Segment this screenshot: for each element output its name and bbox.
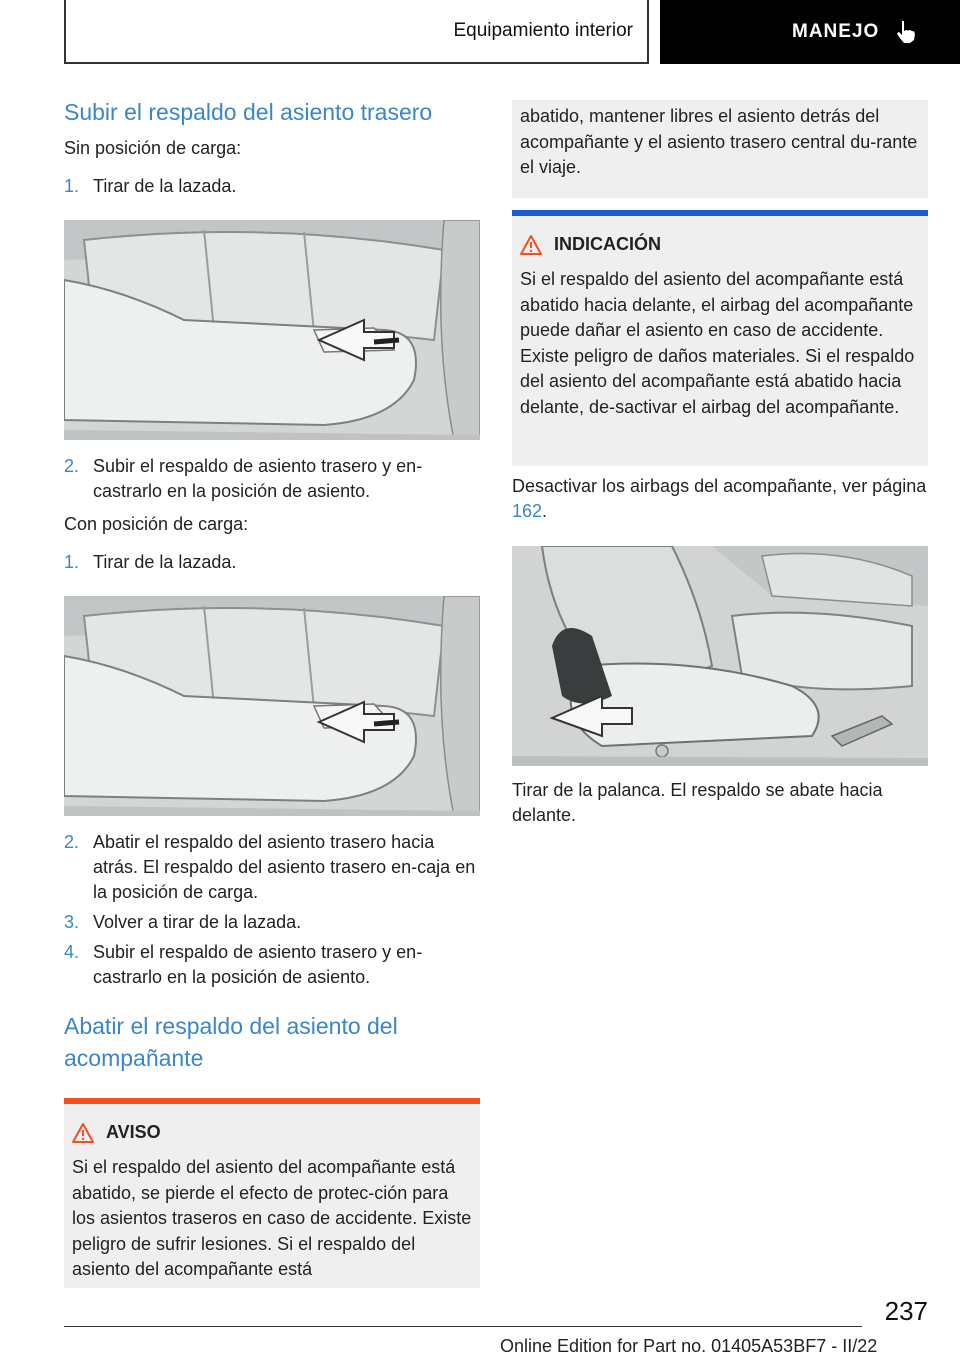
warning-continuation-box xyxy=(512,100,928,198)
warning-bar xyxy=(64,1098,480,1104)
header-section-box xyxy=(64,0,649,64)
page-link-162[interactable]: 162 xyxy=(512,501,543,521)
list-item xyxy=(64,550,480,575)
step-text: Tirar de la lazada. xyxy=(93,552,237,572)
airbag-reference xyxy=(512,474,928,524)
pointing-hand-icon xyxy=(893,19,919,45)
footer-edition: Online Edition for Part no. 01405A53BF7 - II/22 xyxy=(500,1336,878,1356)
step-number: 3. xyxy=(64,912,80,932)
figure-caption: Tirar de la palanca. El respaldo se abate hacia delante. xyxy=(512,780,883,825)
step-number: 2. xyxy=(64,456,80,476)
intro-with-cargo: Con posición de carga: xyxy=(64,514,249,534)
step-number: 1. xyxy=(64,552,80,572)
airbag-reference-end: . xyxy=(542,501,548,521)
header-section-title: Equipamiento interior xyxy=(453,20,633,41)
list-item xyxy=(64,940,480,990)
warning-title: AVISO xyxy=(106,1122,161,1142)
step-number: 2. xyxy=(64,832,80,852)
header-chapter-box xyxy=(660,0,960,64)
step-text: Subir el respaldo de asiento trasero y en-castrarlo en la posición de asiento. xyxy=(93,942,423,987)
section-heading-raise-rear-backrest: Subir el respaldo del asiento trasero xyxy=(64,99,433,125)
list-item xyxy=(64,454,480,504)
step-text: Subir el respaldo de asiento trasero y en-castrarlo en la posición de asiento. xyxy=(93,456,423,501)
step-number: 1. xyxy=(64,176,80,196)
page-number: 237 xyxy=(884,1296,928,1326)
warning-triangle-icon xyxy=(520,235,542,255)
intro-no-cargo: Sin posición de carga: xyxy=(64,138,242,158)
note-title: INDICACIÓN xyxy=(554,234,661,254)
step-text: Tirar de la lazada. xyxy=(93,176,237,196)
list-item xyxy=(64,910,480,935)
step-text: Volver a tirar de la lazada. xyxy=(93,912,302,932)
right-column xyxy=(512,100,928,828)
airbag-reference-text: Desactivar los airbags del acompañante, ver página xyxy=(512,476,927,496)
warning-text: Si el respaldo del asiento del acompañante está abatido, se pierde el efecto de protec-ción para los asientos traseros en caso de accidente. Existe peligro de sufrir lesiones. Si el respaldo del asiento del acompañante está xyxy=(72,1157,472,1279)
warning-header xyxy=(72,1122,472,1143)
warning-continuation-text: abatido, mantener libres el asiento detrás del acompañante y el asiento trasero central du-rante el viaje. xyxy=(520,106,918,177)
warning-triangle-icon xyxy=(72,1123,94,1143)
note-box xyxy=(512,210,928,466)
figure-rear-seat-strap-1 xyxy=(64,220,480,440)
figure-rear-seat-strap-2 xyxy=(64,596,480,816)
note-bar xyxy=(512,210,928,216)
footer-divider xyxy=(64,1326,862,1327)
note-header xyxy=(520,234,920,255)
section-heading-fold-passenger-backrest: Abatir el respaldo del asiento del acompañante xyxy=(64,1013,398,1071)
note-text: Si el respaldo del asiento del acompañante está abatido hacia delante, el airbag del acompañante puede dañar el asiento en caso de accidente. Existe peligro de daños materiales. Si el respaldo del asiento del acompañante está abatido hacia delante, de-sactivar el airbag del acompañante. xyxy=(520,269,915,417)
header-chapter-title: MANEJO xyxy=(792,21,880,42)
warning-box xyxy=(64,1098,480,1288)
list-item xyxy=(64,830,480,905)
left-column xyxy=(64,96,480,1288)
step-text: Abatir el respaldo del asiento trasero hacia atrás. El respaldo del asiento trasero en-caja en la posición de carga. xyxy=(93,832,476,902)
list-item xyxy=(64,174,480,199)
step-number: 4. xyxy=(64,942,80,962)
figure-passenger-seat-lever xyxy=(512,546,928,766)
